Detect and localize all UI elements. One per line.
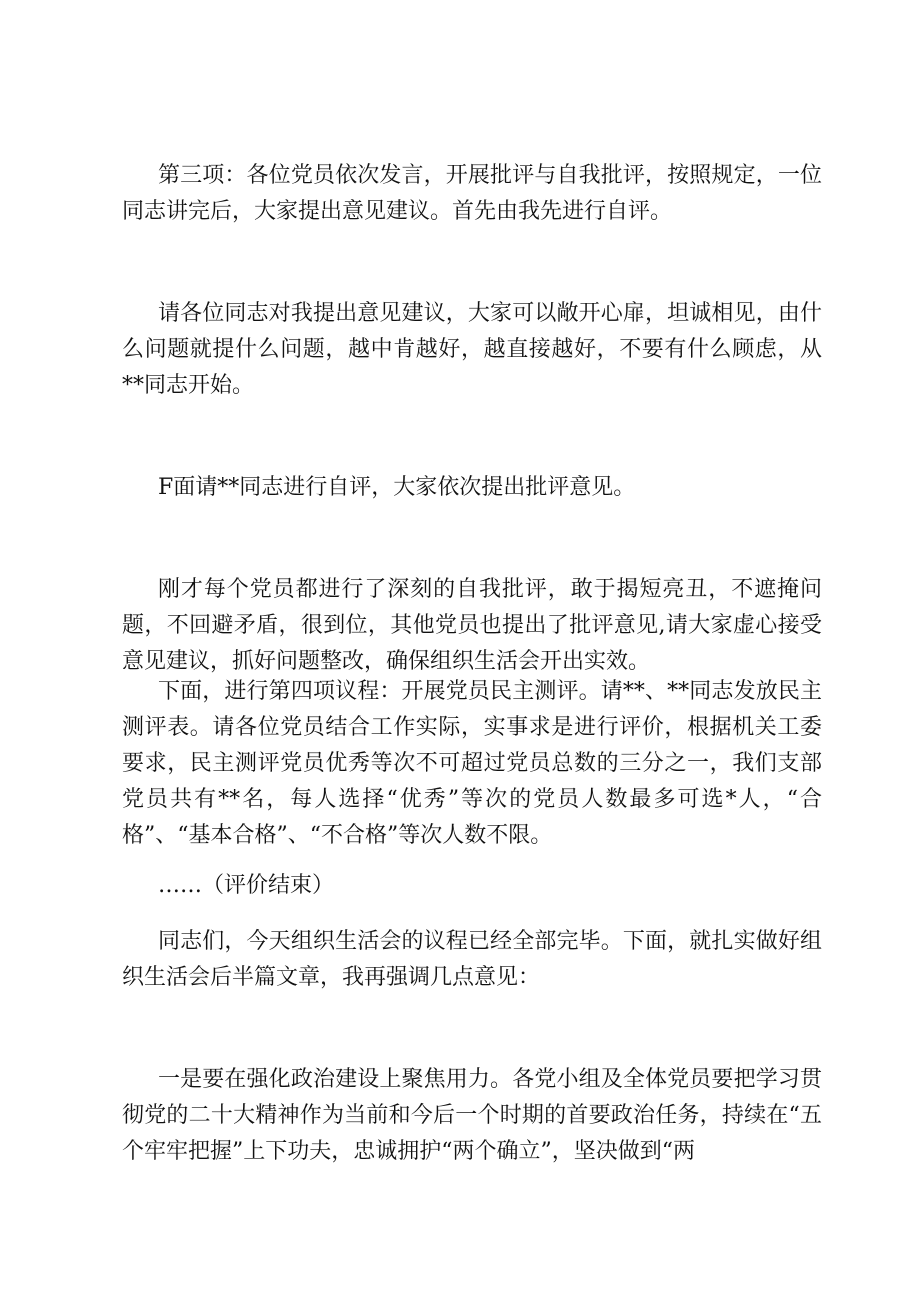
paragraph-meeting-complete: 同志们，今天组织生活会的议程已经全部完毕。下面，就扎实做好组织生活会后半篇文章，我再强调几点意见：	[122, 929, 822, 990]
paragraph-self-evaluation: F面请**同志进行自评，大家依次提出批评意见。	[158, 475, 636, 500]
paragraph-third-item: 第三项：各位党员依次发言，开展批评与自我批评，按照规定，一位同志讲完后，大家提出意见建议。首先由我先进行自评。	[122, 163, 822, 224]
paragraph-criticism-summary: 刚才每个党员都进行了深刻的自我批评，敢于揭短亮丑，不遮掩问题，不回避矛盾，很到位，其他党员也提出了批评意见,请大家虚心接受意见建议，抓好问题整改，确保组织生活会开出实效。	[122, 577, 822, 674]
paragraph-evaluation-end: ……（评价结束）	[158, 873, 335, 898]
paragraph-request-suggestions: 请各位同志对我提出意见建议，大家可以敞开心扉，坦诚相见，由什么问题就提什么问题，越中肯越好，越直接越好，不要有什么顾虑，从**同志开始。	[122, 301, 822, 398]
paragraph-political-building: 一是要在强化政治建设上聚焦用力。各党小组及全体党员要把学习贯彻党的二十大精神作为当前和今后一个时期的首要政治任务，持续在“五个牢牢把握”上下功夫，忠诚拥护“两个确立”，坚决做到“两	[122, 1067, 822, 1164]
paragraph-fourth-item: 下面，进行第四项议程：开展党员民主测评。请**、**同志发放民主测评表。请各位党员结合工作实际，实事求是进行评价，根据机关工委要求，民主测评党员优秀等次不可超过党员总数的三分之一，我们支部党员共有**名，每人选择“优秀”等次的党员人数最多可选*人，“合格”、“基本合格”、“不合格”等次人数不限。	[122, 679, 822, 848]
